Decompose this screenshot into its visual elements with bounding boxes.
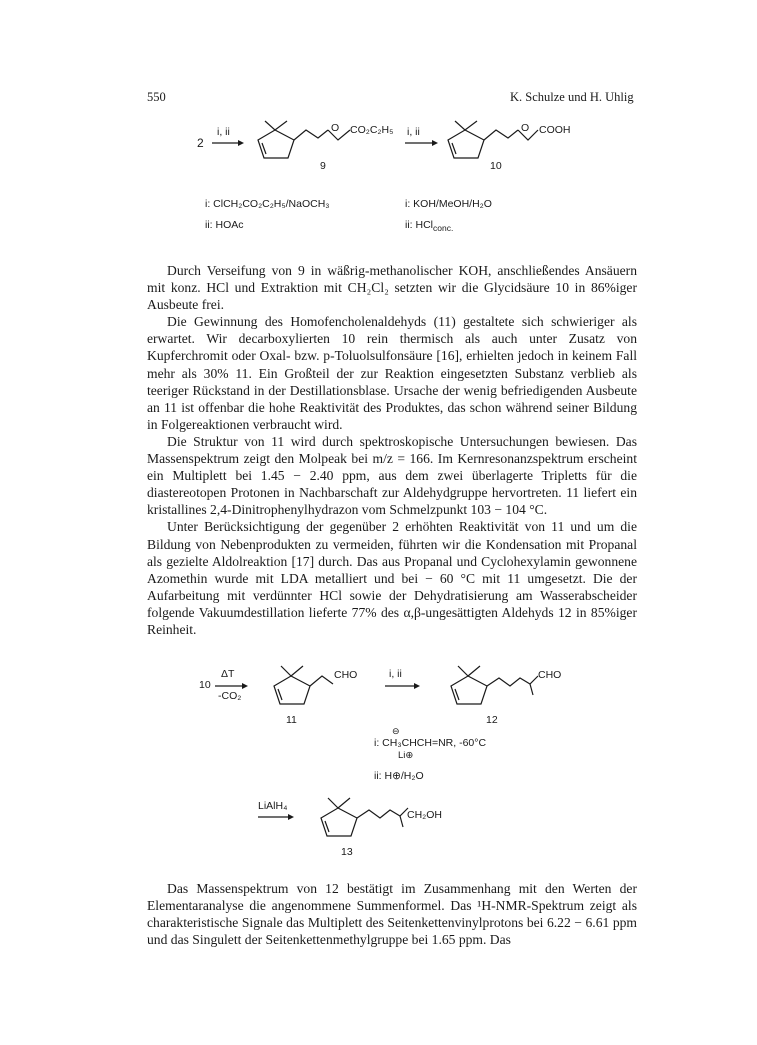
cmpd13-number: 13	[341, 846, 353, 858]
scheme1-arrow1-label: i, ii	[217, 126, 230, 138]
cmpd12-ring	[451, 676, 487, 704]
cmpd11-methyl-a	[281, 666, 291, 676]
cmpd13-methyl-branch	[400, 816, 403, 827]
scheme1-start-compound: 2	[197, 136, 204, 150]
scheme2-arrow-bottom-label: -CO₂	[218, 690, 242, 702]
cmpd10-substituent: COOH	[539, 124, 571, 136]
paragraph-5: Das Massenspektrum von 12 bestätigt im Zusammenhang mit den Werten der Elementaranalyse die angenommene Summenformel. Das ¹H-NMR-Spektrum zeigt als charakteristische Signale das Multiplett des Seitenkettenvinylprotons bei 6.22 − 6.61 ppm und das Singulett der Seitenkettenmethylgruppe bei 1.65 ppm. Das	[147, 881, 637, 948]
cmpd13-ring	[321, 808, 357, 836]
cmpd9-substituent: CO₂C₂H₅	[350, 124, 394, 136]
paragraph-4: Unter Berücksichtigung der gegenüber 2 erhöhten Reaktivität von 11 und um die Bildung von Nebenprodukten zu vermeiden, führten wir die Kondensation mit Propanal als gezielte Aldolreaktion [17] durch. Das aus Propanal und Cyclohexylamin gewonnene Azomethin wurde mit LDA metalliert und bei − 60 °C mit 11 umgesetzt. Die der Aufarbeitung mit verdünnter HCl sowie der Dehydratisierung am Wasserabscheider folgende Vakuumdestillation lieferte 77% des α,β-ungesättigten Aldehyds 12 in 85%iger Reinheit.	[147, 519, 637, 637]
cmpd12-methyl-a	[458, 666, 468, 676]
scheme1-reagent-right-i: i: KOH/MeOH/H₂O	[405, 198, 492, 210]
cmpd11-ring	[274, 676, 310, 704]
cmpd11-chain	[310, 676, 333, 686]
scheme2-arrow-top-label: ΔT	[221, 668, 235, 680]
scheme1-reagent-left-ii: ii: HOAc	[205, 219, 244, 231]
cmpd9-number: 9	[320, 160, 326, 172]
cmpd11-substituent: CHO	[334, 669, 358, 681]
cmpd13-methyl-b	[338, 798, 350, 808]
arrow-2-scheme2-head	[414, 683, 420, 689]
cmpd12-number: 12	[486, 714, 498, 726]
arrow-deltaT-head	[242, 683, 248, 689]
cmpd12-substituent: CHO	[538, 669, 562, 681]
cmpd10-number: 10	[490, 160, 502, 172]
page-number: 550	[147, 90, 166, 104]
cmpd10-epoxide-o: O	[521, 122, 530, 134]
scheme1-reagent-left-i: i: ClCH₂CO₂C₂H₅/NaOCH₃	[205, 198, 330, 210]
scheme2-start-compound: 10	[199, 679, 211, 691]
cmpd12-methyl-b	[468, 666, 480, 676]
scheme2-reagent-li: Li⊕	[398, 750, 414, 761]
scheme2-reagent-i: i: CH₃CHCH=NR, -60°C	[374, 737, 487, 749]
cmpd13-substituent: CH₂OH	[407, 809, 442, 821]
cmpd11-number: 11	[286, 714, 297, 726]
scheme2-arrow3-label: LiAlH₄	[258, 800, 288, 812]
running-head-authors: K. Schulze und H. Uhlig	[510, 90, 634, 104]
scheme2-arrow2-label: i, ii	[389, 668, 402, 680]
scheme1-arrow2-label: i, ii	[407, 126, 420, 138]
carbanion-charge: ⊖	[392, 726, 400, 736]
paragraph-3: Die Struktur von 11 wird durch spektroskopische Untersuchungen bewiesen. Das Massenspektrum zeigt den Molpeak bei m/z = 166. Im Kernresonanzspektrum erscheint ein Multiplett bei 1.45 − 2.40 ppm, aus dem zwei überlagerte Tripletts für die diastereotopen Protonen in Nachbarschaft zur Aldehydgruppe hervortreten. 11 liefert ein kristallines 2,4-Dinitrophenylhydrazon vom Schmelzpunkt 103 − 104 °C.	[147, 433, 637, 518]
paragraph-2: Die Gewinnung des Homofencholenaldehyds (11) gestaltete sich schwieriger als erwartet. Wir decarboxylierten 10 rein thermisch als auch unter Zusatz von Kupferchromit oder Oxal- bzw. p-Toluolsulfonsäure [16], erhielten jedoch in keinem Fall mehr als 30% 11. Ein Großteil der zur Reaktion eingesetzten Substanz verblieb als teeriger Rückstand in der Destillationsblase. Ursache der wenig befriedigenden Ausbeute an 11 ist offenbar die hohe Reaktivität des Produktes, das schon während seiner Bildung in Folgereaktionen verbraucht wird.	[147, 314, 637, 432]
cmpd11-methyl-b	[291, 666, 303, 676]
cmpd12-methyl-branch	[530, 684, 533, 695]
cmpd9-epoxide-o: O	[331, 122, 340, 134]
scheme2-reagent-ii: ii: H⊕/H₂O	[374, 770, 424, 782]
paragraph-1: Durch Verseifung von 9 in wäßrig-methanolischer KOH, anschließendes Ansäuern mit konz. HCl und Extraktion mit CH₂Cl₂ setzten wir die Glycidsäure 10 in 86%iger Ausbeute frei.	[147, 263, 637, 313]
scheme1-reagent-right-ii: ii: HCl$_{conc.}$	[405, 219, 454, 234]
arrow-lialh4-head	[288, 814, 294, 820]
body-text-bottom	[147, 880, 637, 948]
cmpd13-methyl-a	[328, 798, 338, 808]
